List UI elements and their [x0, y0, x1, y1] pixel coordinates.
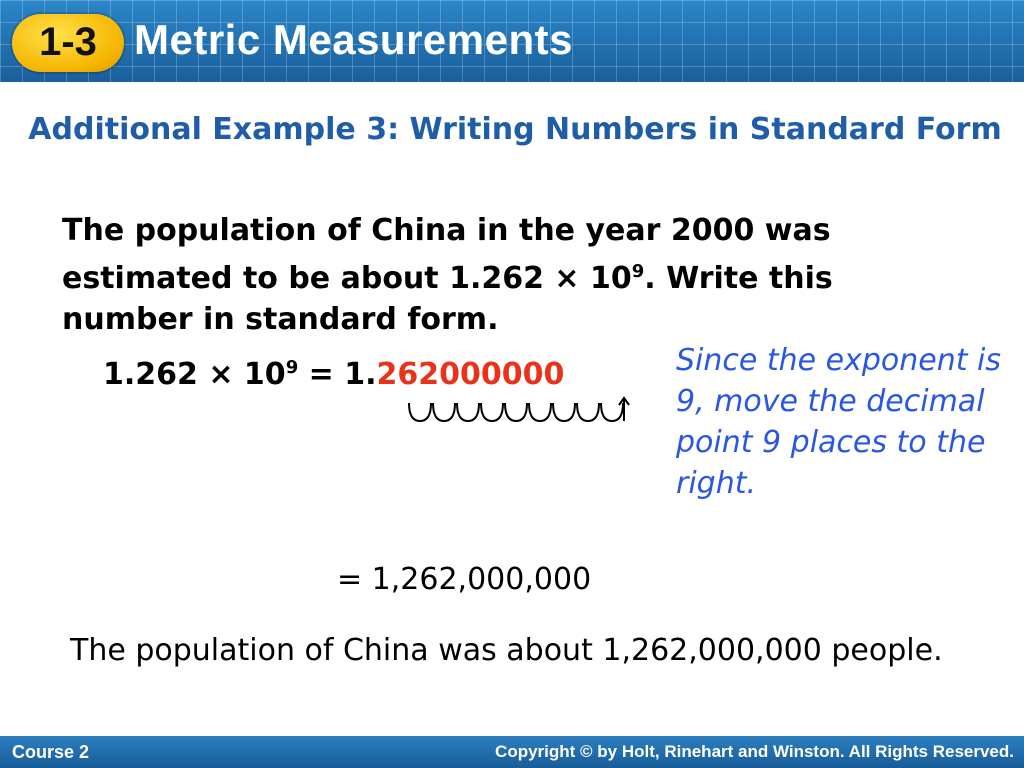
header-bar [0, 0, 1024, 82]
decimal-hop-arc [457, 403, 479, 421]
problem-text-part-1: The population of China in the year 2000 was estimated to be about 1.262 [62, 213, 831, 296]
problem-text-part-2: . Write this number in standard form. [62, 261, 833, 337]
decimal-hop-arc [601, 403, 623, 421]
lesson-number: 1-3 [39, 20, 97, 64]
equation-exponent: 9 [285, 357, 299, 378]
copyright-notice: Copyright © by Holt, Rinehart and Winston. All Rights Reserved. [495, 742, 1014, 761]
lesson-badge [12, 14, 124, 72]
moved-digits: 262000000 [376, 357, 565, 392]
footer-bar [0, 736, 1024, 768]
equation-coefficient: 1.262 [103, 357, 209, 392]
decimal-hop-arc [577, 403, 599, 421]
course-label: Course 2 [12, 742, 90, 762]
decimal-hop-arc [409, 403, 431, 421]
problem-exponent: 9 [631, 261, 645, 282]
decimal-hop-arc [505, 403, 527, 421]
conclusion-text: The population of China was about 1,262,000,000 people. [70, 633, 943, 668]
equation-base: 10 [233, 357, 286, 392]
standard-form-result: = 1,262,000,000 [337, 562, 592, 597]
decimal-hop-arc [481, 403, 503, 421]
equation-equals-prefix: = 1. [298, 357, 377, 392]
decimal-hop-arc [553, 403, 575, 421]
example-title: Additional Example 3: Writing Numbers in Standard Form [28, 112, 1002, 147]
conversion-equation [103, 357, 564, 392]
decimal-hop-arc [529, 403, 551, 421]
problem-statement [62, 210, 962, 340]
lesson-title: Metric Measurements [134, 16, 573, 63]
decimal-hop-arc [433, 403, 455, 421]
explanation-note: Since the exponent is 9, move the decimal point 9 places to the right. [676, 343, 1002, 501]
problem-times-sign: × [554, 261, 580, 296]
equation-times-sign: × [208, 357, 234, 392]
decimal-move-hops [405, 395, 635, 425]
problem-base: 10 [579, 261, 632, 296]
